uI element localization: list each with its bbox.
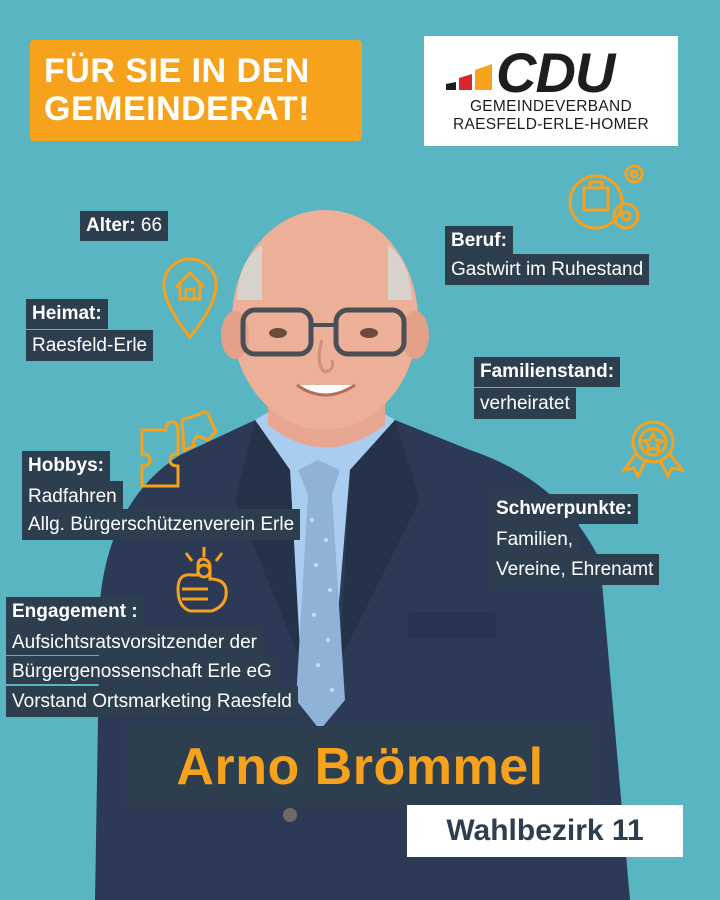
hobbys-label: Hobbys: [22,451,110,481]
puzzle-icon [138,410,220,490]
hobbys-line-2: Allg. Bürgerschützenverein Erle [22,509,300,540]
headline-pre: FÜR [44,52,126,90]
familienstand-label: Familienstand: [474,357,620,387]
beruf-label: Beruf: [445,226,513,256]
district-badge: Wahlbezirk 11 [407,805,683,857]
age-label: Alter: [86,215,136,236]
pointing-hand-icon [168,545,240,617]
cdu-bars-icon [444,50,494,90]
engagement-label: Engagement : [6,597,144,627]
headline-emphasis: SIE [125,52,182,90]
house-pin-icon [160,255,220,340]
award-medal-icon [618,418,688,480]
beruf-value: Gastwirt im Ruhestand [445,254,649,285]
heimat-label: Heimat: [26,299,108,329]
headline-line-2: GEMEINDERAT! [44,90,311,128]
cdu-logo [424,36,678,146]
headline-line-1 [44,52,362,90]
age-value: 66 [135,215,163,236]
schwerpunkte-line-2: Vereine, Ehrenamt [490,554,659,585]
headline-box [30,40,362,141]
briefcase-gears-icon [566,160,650,240]
schwerpunkte-label: Schwerpunkte: [490,494,638,524]
engagement-line-1: Aufsichtsratsvorsitzender der [6,627,263,655]
familienstand-value: verheiratet [474,388,576,419]
headline-post: IN DEN [181,52,310,90]
schwerpunkte-line-1: Familien, [490,524,579,552]
logo-subtitle-2: RAESFELD-ERLE-HOMER [452,116,650,133]
logo-subtitle-1: GEMEINDEVERBAND [469,98,633,115]
age-fact [80,211,168,241]
cdu-wordmark: CDU [496,41,615,104]
hobbys-line-1: Radfahren [22,481,123,509]
candidate-name: Arno Brömmel [127,726,593,808]
heimat-value: Raesfeld-Erle [26,330,153,361]
engagement-line-2: Bürgergenossenschaft Erle eG [6,656,278,684]
engagement-line-3: Vorstand Ortsmarketing Raesfeld [6,686,298,717]
